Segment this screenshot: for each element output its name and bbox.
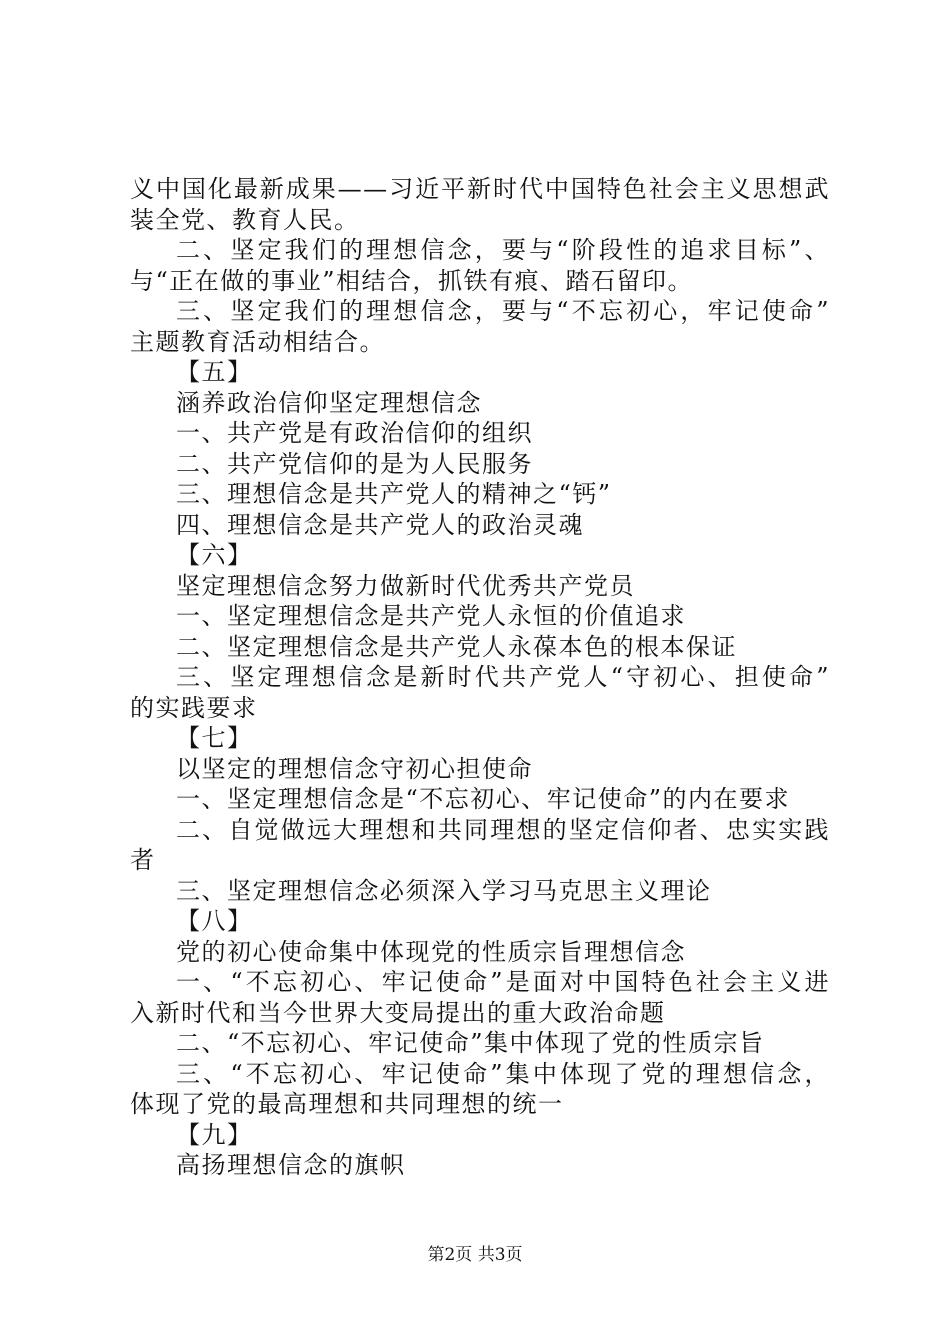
text-line: 一、坚定理想信念是“不忘初心、牢记使命”的内在要求 [176, 785, 791, 813]
section-heading: 【八】 [176, 907, 253, 935]
section-heading: 【九】 [176, 1120, 253, 1149]
text-line: 三、坚定理想信念是新时代共产党人“守初心、担使命” [176, 663, 830, 691]
text-line: 三、理想信念是共产党人的精神之“钙” [176, 480, 612, 508]
text-line: 二、自觉做远大理想和共同理想的坚定信仰者、忠实实践 [176, 815, 830, 844]
text-line: 三、坚定理想信念必须深入学习马克思主义理论 [176, 876, 712, 905]
text-line: 入新时代和当今世界大变局提出的重大政治命题 [130, 998, 666, 1027]
text-line: 的实践要求 [130, 693, 258, 722]
text-line: 一、共产党是有政治信仰的组织 [176, 419, 533, 447]
text-line: 二、坚定理想信念是共产党人永葆本色的根本保证 [176, 632, 737, 661]
section-title: 涵养政治信仰坚定理想信念 [176, 388, 482, 417]
document-body [130, 174, 830, 1181]
text-line: 装全党、教育人民。 [130, 205, 360, 234]
text-line: 与“正在做的事业”相结合，抓铁有痕、踏石留印。 [130, 266, 694, 295]
text-line: 二、坚定我们的理想信念，要与“阶段性的追求目标”、 [176, 236, 830, 264]
section-title: 坚定理想信念努力做新时代优秀共产党员 [176, 571, 635, 600]
section-title: 高扬理想信念的旗帜 [176, 1151, 406, 1179]
text-line: 义中国化最新成果——习近平新时代中国特色社会主义思想武 [130, 175, 830, 203]
text-line: 体现了党的最高理想和共同理想的统一 [130, 1090, 564, 1118]
section-heading: 【五】 [176, 358, 253, 386]
page-footer: 第2页 共3页 [427, 1245, 523, 1265]
text-line: 主题教育活动相结合。 [130, 327, 385, 356]
text-line: 二、“不忘初心、牢记使命”集中体现了党的性质宗旨 [176, 1029, 765, 1057]
text-line: 三、“不忘初心、牢记使命”集中体现了党的理想信念， [176, 1059, 830, 1088]
text-line: 一、坚定理想信念是共产党人永恒的价值追求 [176, 602, 686, 630]
text-line: 二、共产党信仰的是为人民服务 [176, 449, 533, 478]
text-line: 者 [130, 846, 156, 874]
text-line: 三、坚定我们的理想信念，要与“不忘初心，牢记使命” [176, 297, 830, 325]
text-line: 四、理想信念是共产党人的政治灵魂 [176, 510, 584, 539]
section-heading: 【七】 [176, 724, 253, 752]
section-title: 党的初心使命集中体现党的性质宗旨理想信念 [176, 937, 686, 966]
section-title: 以坚定的理想信念守初心担使命 [176, 754, 533, 783]
section-heading: 【六】 [176, 541, 253, 569]
text-line: 一、“不忘初心、牢记使命”是面对中国特色社会主义进 [176, 968, 830, 996]
